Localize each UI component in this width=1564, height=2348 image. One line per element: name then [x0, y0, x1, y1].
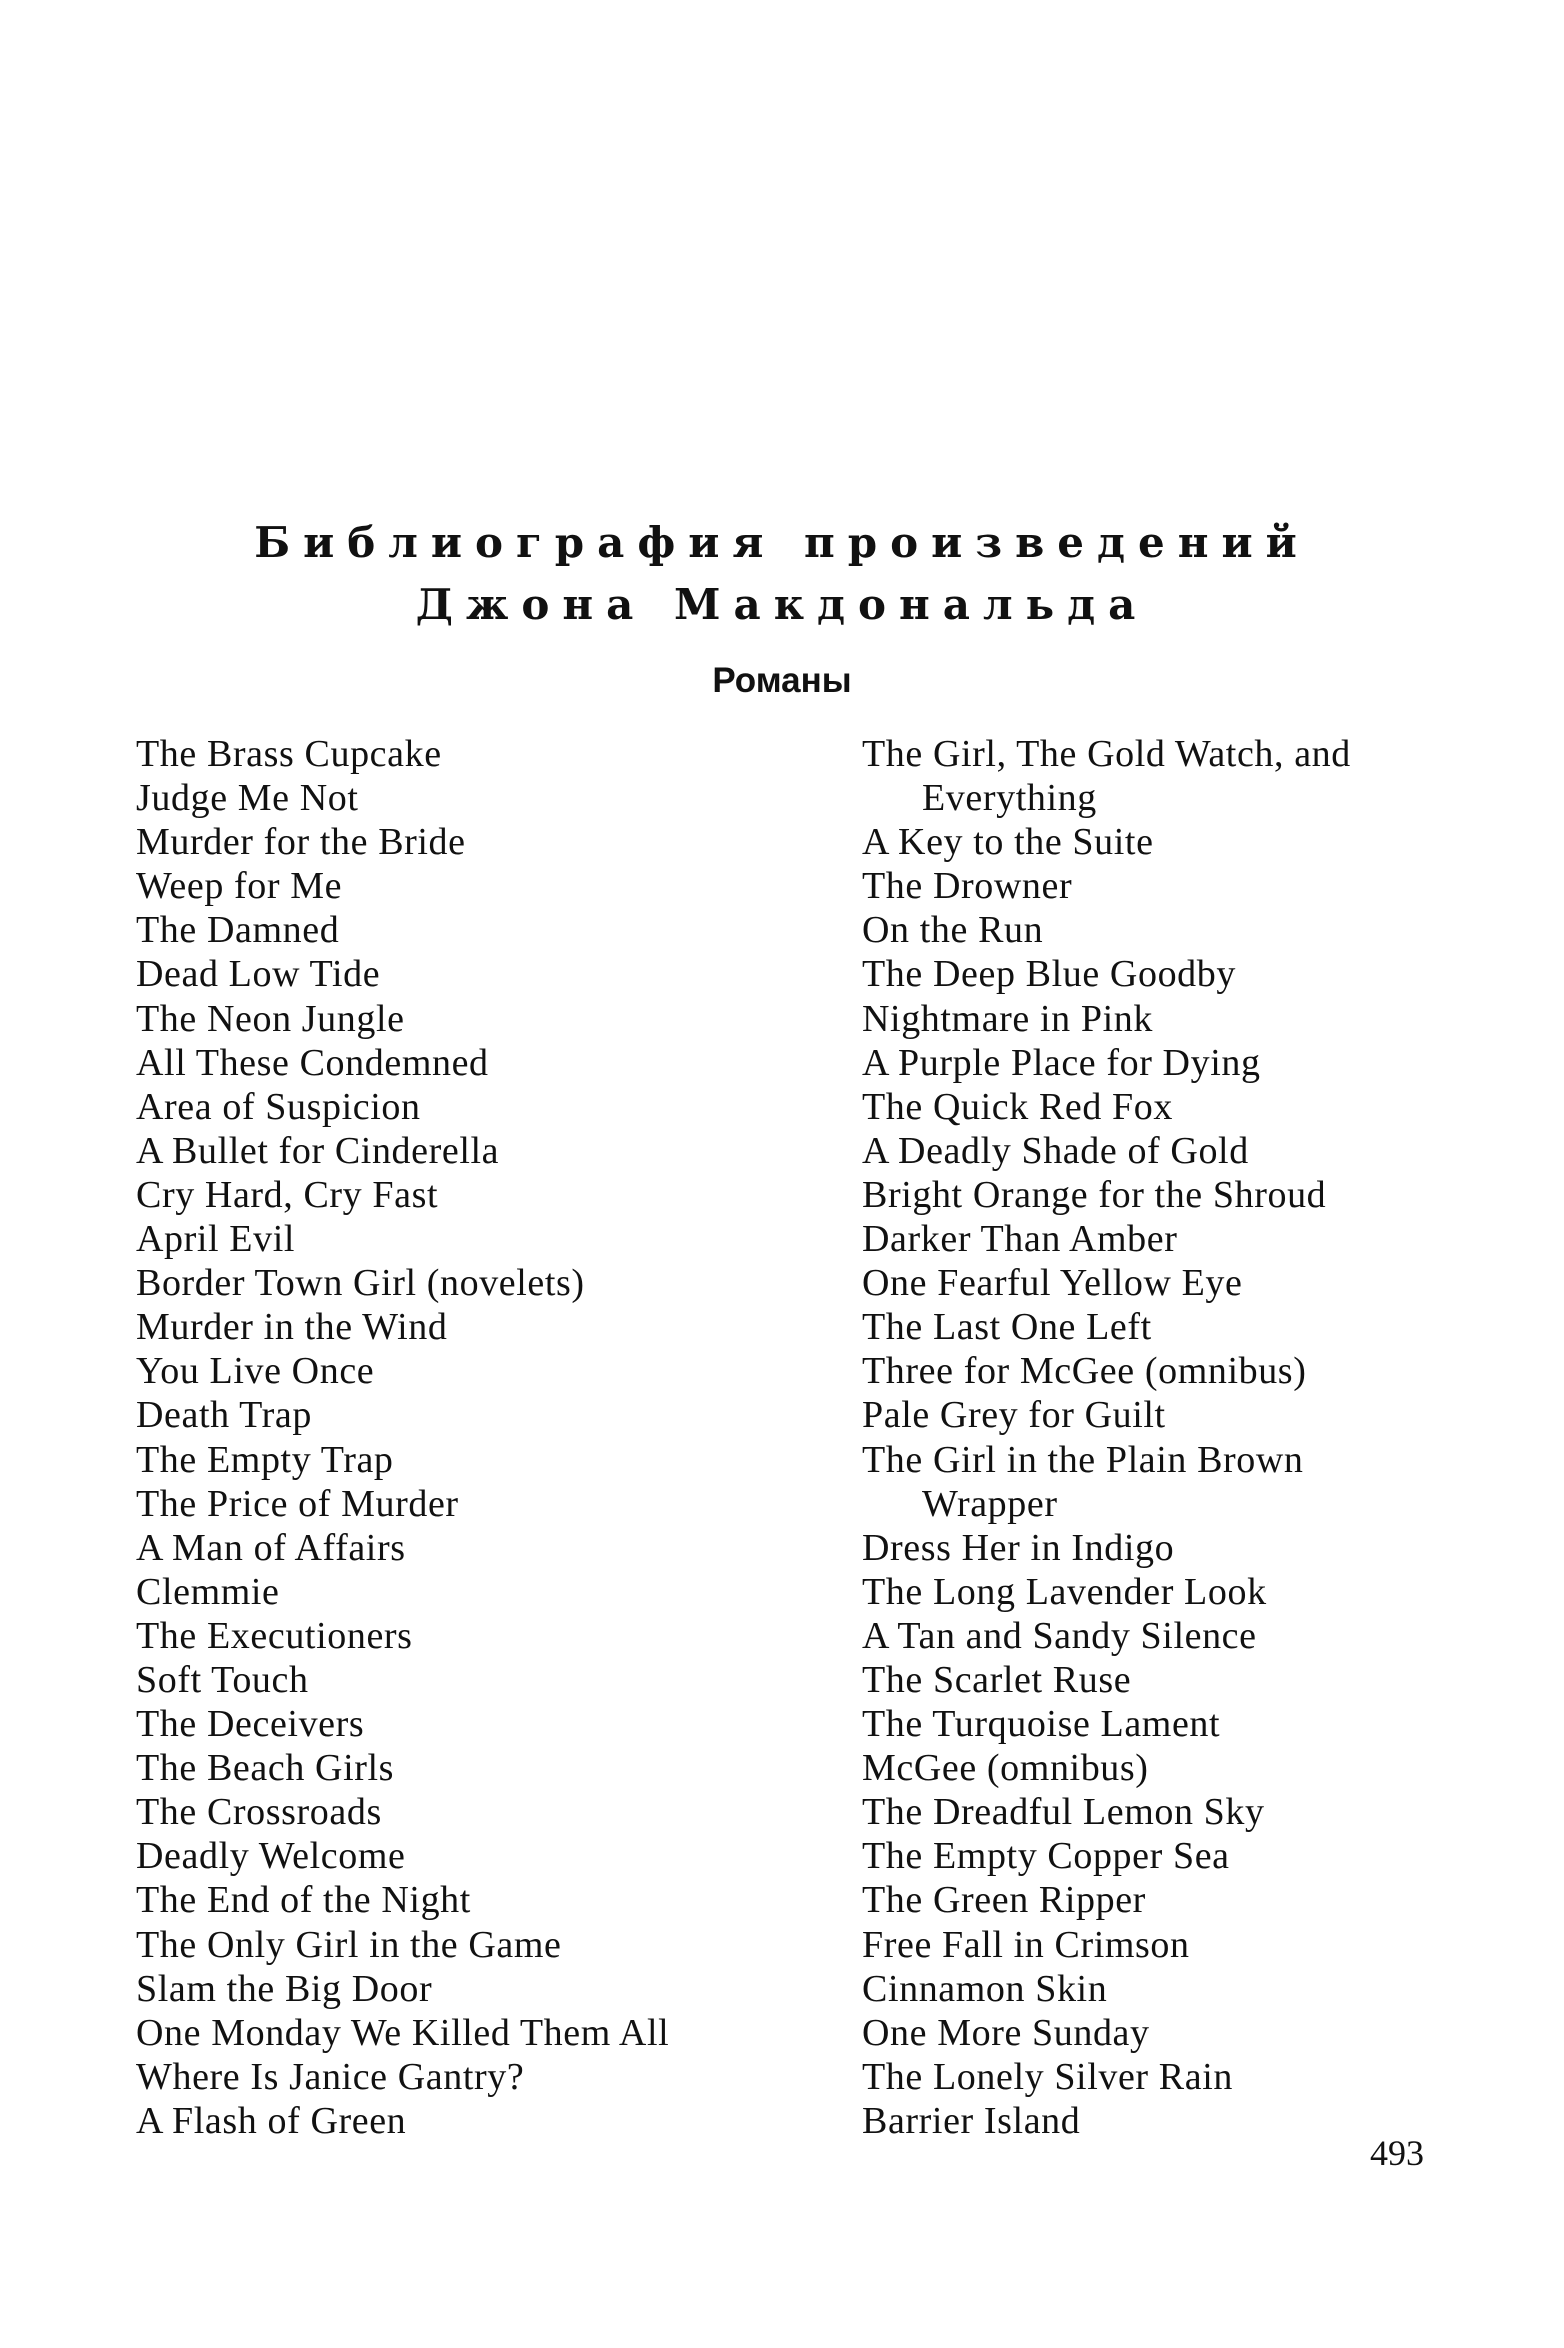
list-item-title: A Key to the Suite — [862, 821, 1154, 864]
list-item-title: The Deep Blue Goodby — [862, 953, 1236, 996]
list-item-title: Darker Than Amber — [862, 1218, 1178, 1261]
page-number: 493 — [1370, 2133, 1424, 2173]
list-item-title-continuation: Wrapper — [922, 1482, 1058, 1525]
list-item-title: Barrier Island — [862, 2099, 1081, 2142]
list-item: Clemmie — [136, 1570, 280, 1613]
list-item-title: Cinnamon Skin — [862, 1967, 1108, 2010]
list-item: A Bullet for Cinderella — [136, 1129, 500, 1172]
section-heading-novels: Романы — [712, 661, 852, 700]
list-item-title: Dress Her in Indigo — [862, 1526, 1175, 1569]
list-item — [862, 1658, 1542, 1702]
list-item: The Beach Girls — [136, 1747, 395, 1790]
list-item-title: On the Run — [862, 909, 1044, 952]
list-item: The Crossroads — [136, 1791, 382, 1834]
list-item — [862, 1967, 1542, 2011]
list-item — [862, 1085, 1542, 1129]
list-item: Judge Me Not — [136, 777, 359, 820]
list-item — [862, 1834, 1542, 1878]
list-item: A Flash of Green — [136, 2099, 407, 2142]
list-item: Murder for the Bride — [136, 821, 466, 864]
list-item — [862, 820, 1542, 864]
list-item — [862, 1746, 1542, 1790]
list-item-title-continuation: Everything — [922, 777, 1097, 820]
list-item — [862, 1526, 1542, 1570]
list-item: The End of the Night — [136, 1879, 471, 1922]
list-item: The Deceivers — [136, 1703, 365, 1746]
list-item: Where Is Janice Gantry? — [136, 2055, 525, 2098]
list-item: April Evil — [136, 1218, 296, 1261]
list-item — [862, 1570, 1542, 1614]
list-item: The Empty Trap — [136, 1438, 394, 1481]
list-item: You Live Once — [136, 1350, 375, 1393]
list-item — [862, 2099, 1542, 2143]
list-item — [862, 1261, 1542, 1305]
list-item: One Monday We Killed Them All — [136, 2011, 670, 2054]
novels-list-left-column — [136, 732, 826, 2143]
list-item: The Neon Jungle — [136, 997, 405, 1040]
list-item-title: A Tan and Sandy Silence — [862, 1614, 1257, 1657]
list-item — [862, 1702, 1542, 1746]
list-item — [862, 1790, 1542, 1834]
list-item-title: The Empty Copper Sea — [862, 1835, 1230, 1878]
list-item: Soft Touch — [136, 1658, 309, 1701]
list-item: Murder in the Wind — [136, 1306, 448, 1349]
list-item — [862, 1305, 1542, 1349]
list-item — [862, 1878, 1542, 1922]
list-item — [862, 1349, 1542, 1393]
list-item-title: Bright Orange for the Shroud — [862, 1173, 1327, 1216]
list-item — [862, 952, 1542, 996]
list-item-title: The Quick Red Fox — [862, 1085, 1173, 1128]
list-item — [862, 732, 1542, 820]
list-item-title: The Girl in the Plain Brown — [862, 1438, 1304, 1481]
bibliography-title-line-2: Джона Макдональда — [415, 580, 1149, 629]
list-item-title: A Purple Place for Dying — [862, 1041, 1261, 1084]
list-item — [862, 1393, 1542, 1437]
novels-list-right-column — [862, 732, 1542, 2143]
list-item: The Brass Cupcake — [136, 733, 442, 775]
list-item: A Man of Affairs — [136, 1526, 406, 1569]
list-item — [862, 1614, 1542, 1658]
list-item: The Executioners — [136, 1614, 413, 1657]
list-item — [862, 1129, 1542, 1173]
list-item — [862, 1041, 1542, 1085]
list-item-title: The Drowner — [862, 865, 1073, 908]
list-item: Area of Suspicion — [136, 1085, 421, 1128]
list-item-title: The Dreadful Lemon Sky — [862, 1791, 1265, 1834]
list-item-title: The Last One Left — [862, 1306, 1152, 1349]
list-item — [862, 908, 1542, 952]
list-item-title: One More Sunday — [862, 2011, 1150, 2054]
list-item-title: McGee (omnibus) — [862, 1747, 1149, 1790]
list-item-title: One Fearful Yellow Eye — [862, 1262, 1243, 1305]
list-item-title: The Green Ripper — [862, 1879, 1146, 1922]
list-item — [862, 1173, 1542, 1217]
list-item: Dead Low Tide — [136, 953, 381, 996]
list-item-title: The Girl, The Gold Watch, and — [862, 733, 1351, 775]
list-item-title: Free Fall in Crimson — [862, 1923, 1190, 1966]
list-item-title: The Turquoise Lament — [862, 1703, 1221, 1746]
list-item — [862, 1217, 1542, 1261]
list-item-title: The Lonely Silver Rain — [862, 2055, 1233, 2098]
list-item-title: The Scarlet Ruse — [862, 1658, 1132, 1701]
list-item: The Only Girl in the Game — [136, 1923, 562, 1966]
list-item — [862, 2055, 1542, 2099]
list-item-title: The Long Lavender Look — [862, 1570, 1267, 1613]
list-item-title: A Deadly Shade of Gold — [862, 1129, 1249, 1172]
list-item: Deadly Welcome — [136, 1835, 406, 1878]
list-item — [862, 2011, 1542, 2055]
bibliography-title — [0, 512, 1564, 636]
list-item — [862, 1438, 1542, 1526]
list-item: The Damned — [136, 909, 340, 952]
list-item-title: Pale Grey for Guilt — [862, 1394, 1166, 1437]
list-item — [862, 997, 1542, 1041]
list-item: All These Condemned — [136, 1041, 489, 1084]
list-item: Death Trap — [136, 1394, 312, 1437]
list-item: The Price of Murder — [136, 1482, 459, 1525]
list-item-title: Three for McGee (omnibus) — [862, 1350, 1307, 1393]
list-item: Weep for Me — [136, 865, 343, 908]
list-item: Border Town Girl (novelets) — [136, 1262, 585, 1305]
list-item-title: Nightmare in Pink — [862, 997, 1153, 1040]
list-item — [862, 864, 1542, 908]
list-item: Cry Hard, Cry Fast — [136, 1173, 439, 1216]
list-item — [862, 1923, 1542, 1967]
bibliography-title-line-1: Библиография произведений — [254, 518, 1310, 567]
list-item: Slam the Big Door — [136, 1967, 433, 2010]
